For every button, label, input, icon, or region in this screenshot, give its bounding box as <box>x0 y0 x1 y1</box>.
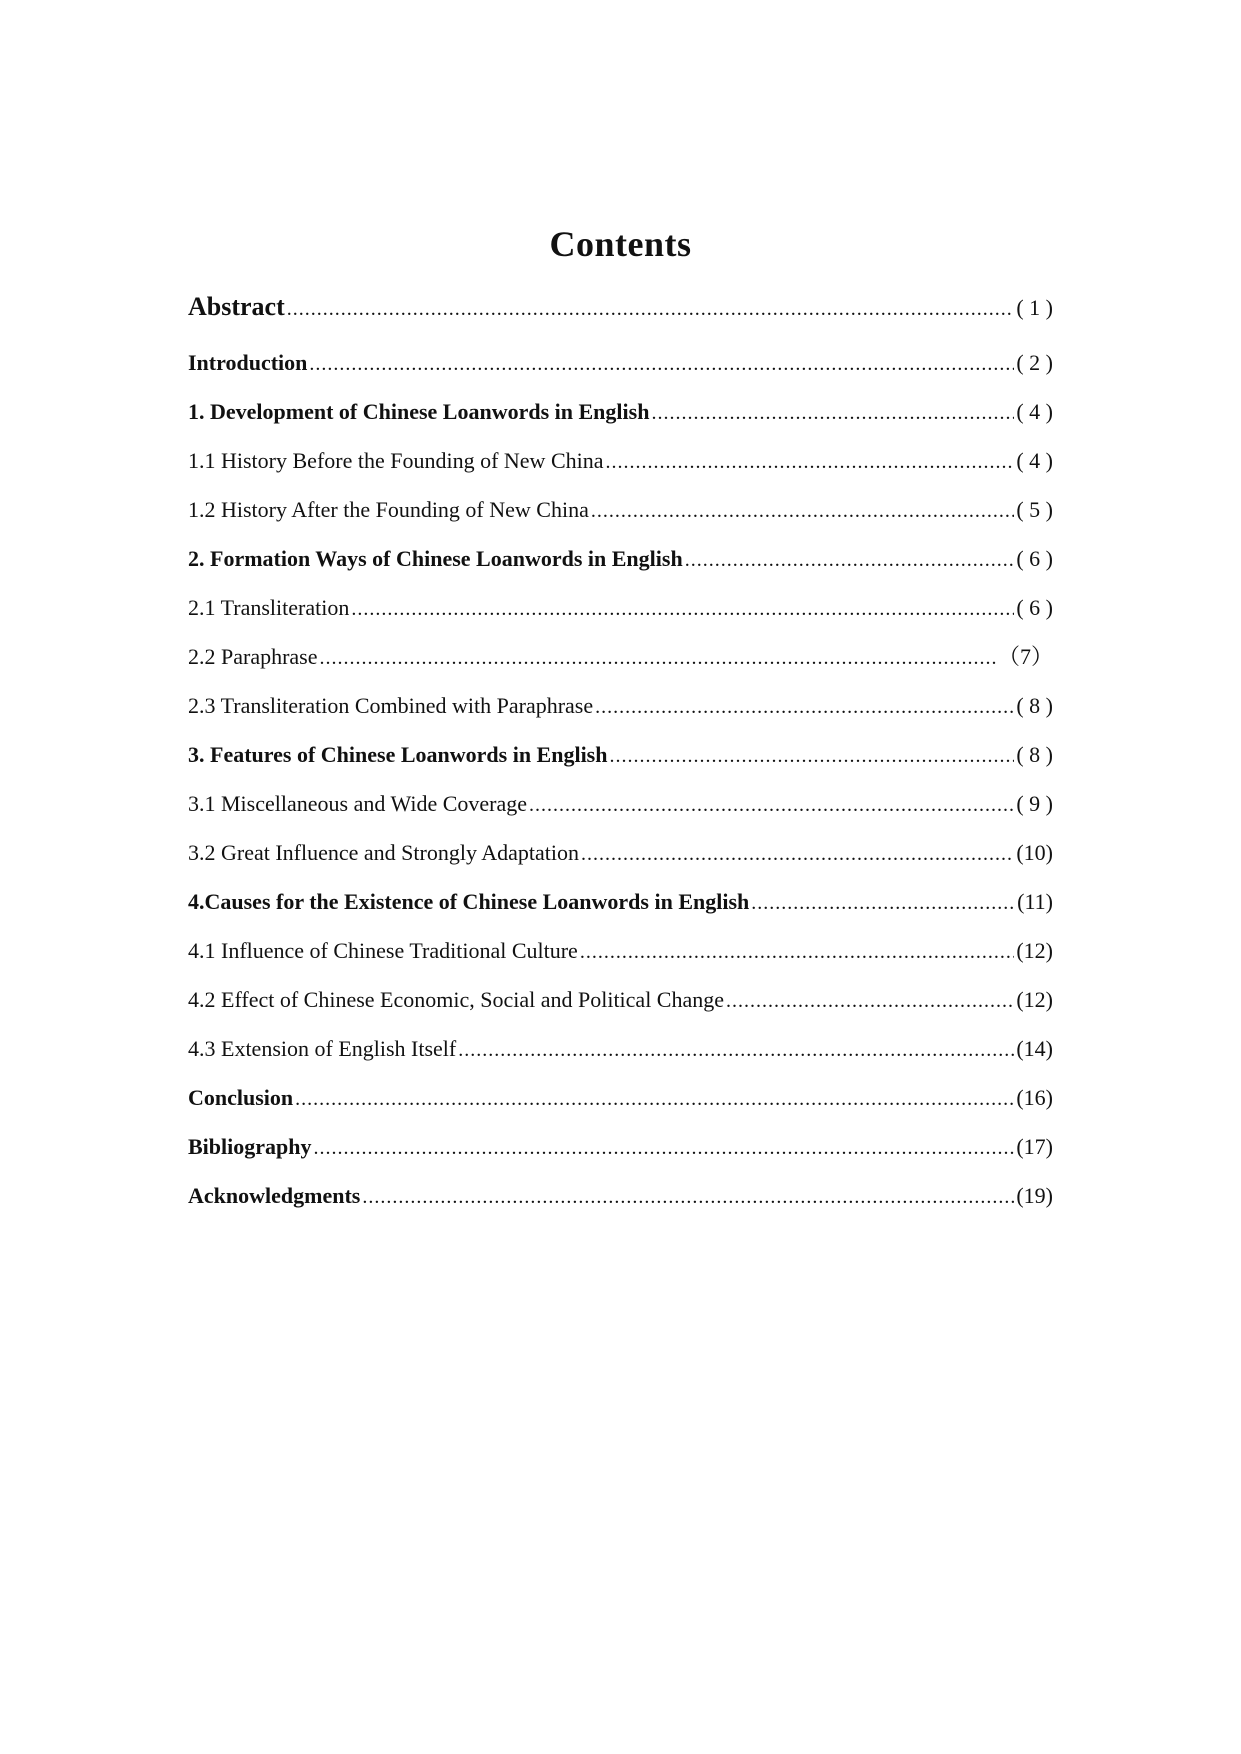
toc-entry-page: ( 4 ) <box>1016 448 1053 473</box>
toc-entry-label: 1. Development of Chinese Loanwords in English <box>188 399 650 424</box>
toc-entry-label: 4.2 Effect of Chinese Economic, Social and Political Change <box>188 987 725 1012</box>
toc-entry-page: ( 6 ) <box>1016 595 1053 620</box>
toc-entry-page: (12) <box>1016 987 1053 1012</box>
toc-entry-label: 4.3 Extension of English Itself <box>188 1036 457 1061</box>
toc-entry-page: ( 6 ) <box>1016 546 1053 571</box>
page-title: Contents <box>549 224 692 264</box>
toc-entry-label: Acknowledgments <box>188 1183 361 1208</box>
toc-entry-section-4[interactable] <box>188 885 1053 919</box>
dot-leader <box>751 886 1015 919</box>
toc-entry-acknowledgments[interactable] <box>188 1179 1053 1213</box>
toc-entry-section-4-2[interactable] <box>188 983 1053 1017</box>
dot-leader <box>581 837 1014 870</box>
toc-entry-section-1-1[interactable] <box>188 444 1053 478</box>
toc-entry-page: ( 2 ) <box>1016 350 1053 375</box>
dot-leader <box>580 935 1015 968</box>
dot-leader <box>287 292 1015 324</box>
toc-entry-label: Abstract <box>188 292 285 321</box>
toc-entry-section-4-3[interactable] <box>188 1032 1053 1066</box>
toc-entry-page: ( 5 ) <box>1016 497 1053 522</box>
toc-entry-conclusion[interactable] <box>188 1081 1053 1115</box>
toc-entry-label: Bibliography <box>188 1134 312 1159</box>
toc-entry-label: 3. Features of Chinese Loanwords in English <box>188 742 608 767</box>
toc-entry-section-3-2[interactable] <box>188 836 1053 870</box>
toc-entry-section-3-1[interactable] <box>188 787 1053 821</box>
toc-entry-page: (19) <box>1016 1183 1053 1208</box>
toc-entry-section-3[interactable] <box>188 738 1053 772</box>
toc-entry-page: (14) <box>1016 1036 1053 1061</box>
toc-entry-page: ( 1 ) <box>1016 295 1053 320</box>
dot-leader <box>320 641 996 674</box>
dot-leader <box>309 347 1014 380</box>
toc-entry-page: ( 9 ) <box>1016 791 1053 816</box>
dot-leader <box>591 494 1014 527</box>
toc-entry-page: (11) <box>1017 889 1053 914</box>
dot-leader <box>606 445 1015 478</box>
toc-entry-bibliography[interactable] <box>188 1130 1053 1164</box>
toc-entry-label: 3.1 Miscellaneous and Wide Coverage <box>188 791 528 816</box>
toc-entry-label: 2. Formation Ways of Chinese Loanwords in English <box>188 546 683 571</box>
toc-entry-section-1[interactable] <box>188 395 1053 429</box>
toc-entry-abstract[interactable] <box>188 290 1053 324</box>
toc-entry-page: (10) <box>1016 840 1053 865</box>
dot-leader <box>295 1082 1014 1115</box>
toc-entry-page: ( 8 ) <box>1016 693 1053 718</box>
toc-entry-section-1-2[interactable] <box>188 493 1053 527</box>
toc-entry-label: 4.Causes for the Existence of Chinese Loanwords in English <box>188 889 750 914</box>
toc-entry-page: (16) <box>1016 1085 1053 1110</box>
toc-entry-page: (12) <box>1016 938 1053 963</box>
toc-entry-section-2-3[interactable] <box>188 689 1053 723</box>
toc-entry-label: 3.2 Great Influence and Strongly Adaptation <box>188 840 580 865</box>
dot-leader <box>595 690 1014 723</box>
dot-leader <box>685 543 1015 576</box>
dot-leader <box>609 739 1014 772</box>
toc-entry-label: 2.1 Transliteration <box>188 595 350 620</box>
toc-entry-page: ( 8 ) <box>1016 742 1053 767</box>
toc-entry-label: 2.3 Transliteration Combined with Paraphrase <box>188 693 594 718</box>
dot-leader <box>726 984 1014 1017</box>
toc-entry-section-4-1[interactable] <box>188 934 1053 968</box>
toc-entry-page: ( 4 ) <box>1016 399 1053 424</box>
toc-entry-section-2[interactable] <box>188 542 1053 576</box>
dot-leader <box>313 1131 1014 1164</box>
toc-entry-introduction[interactable] <box>188 346 1053 380</box>
dot-leader <box>362 1180 1014 1213</box>
toc-entry-label: 1.1 History Before the Founding of New China <box>188 448 604 473</box>
toc-entry-label: Conclusion <box>188 1085 294 1110</box>
toc-entry-page: (17) <box>1016 1134 1053 1159</box>
toc-entry-section-2-1[interactable] <box>188 591 1053 625</box>
toc-entry-label: Introduction <box>188 350 308 375</box>
toc-entry-label: 4.1 Influence of Chinese Traditional Culture <box>188 938 578 963</box>
toc-entry-label: 1.2 History After the Founding of New China <box>188 497 589 522</box>
dot-leader <box>351 592 1014 625</box>
dot-leader <box>458 1033 1014 1066</box>
toc-entry-page: （7） <box>997 644 1053 669</box>
toc-entry-section-2-2[interactable] <box>188 640 1053 674</box>
dot-leader <box>651 396 1014 429</box>
dot-leader <box>529 788 1014 821</box>
toc-entry-label: 2.2 Paraphrase <box>188 644 318 669</box>
